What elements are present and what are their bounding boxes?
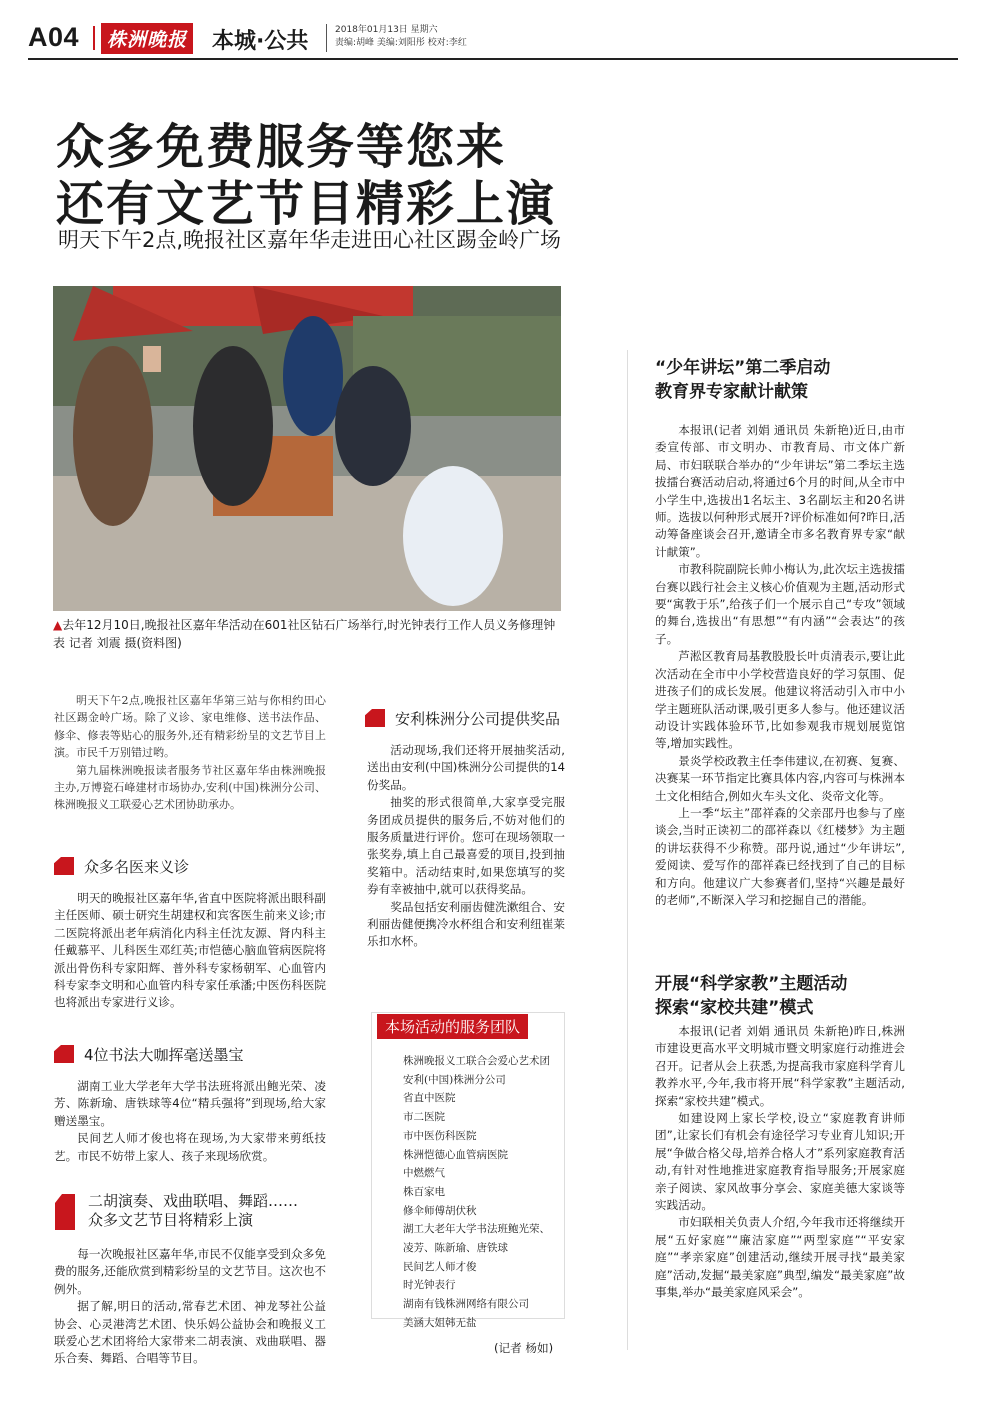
service-team-item: 株洲晚报义工联合会爱心艺术团: [403, 1055, 550, 1067]
paragraph: 芦淞区教育局基教股股长叶贞清表示,要让此次活动在全市中小学校营造良好的学习氛围、促进孩子们的成长发展。他建议将活动引入市中小学主题班队活动课,吸引更多人参与。他还建议活动设计实践体验环节,比如参观我市规划展览馆等,增加实践性。: [655, 649, 905, 751]
newspaper-logo: 株洲晚报: [101, 23, 193, 54]
paragraph: 本报讯(记者 刘娟 通讯员 朱新艳)昨日,株洲市建设更高水平文明城市暨文明家庭行动推进会召开。记者从会上获悉,为提高我市家庭科学育儿教养水平,今年,我市将开展“科学家教”主题活动,探索“家校共建”模式。: [655, 1024, 905, 1108]
section-body-performance: [54, 1246, 326, 1368]
article-body-youth-forum: [655, 422, 905, 909]
paragraph: 上一季“坛主”邵祥森的父亲邵丹也参与了座谈会,当时正读初二的邵祥森以《红楼梦》为主题的讲坛获得不少称赞。邵丹说,通过“少年讲坛”,爱阅读、爱写作的邵祥森已经找到了自己的目标和方向。他建议广大参赛者们,坚持“兴趣是最好的老师”,不断深入学习和挖掘自己的潜能。: [655, 805, 905, 907]
service-team-item: 中燃燃气: [403, 1167, 445, 1180]
masthead-rule: [28, 58, 958, 60]
section-marker-icon: [54, 1045, 74, 1063]
section-marker-icon: [55, 1194, 75, 1230]
section-title: 众多文艺节目将精彩上演: [88, 1211, 254, 1229]
section-heading-clinic: [54, 856, 189, 877]
section-marker-icon: [54, 857, 74, 875]
section-body-prizes: [367, 742, 565, 951]
article-body-family-education: [655, 1023, 905, 1302]
section-body-clinic: [54, 890, 326, 1012]
section-title: 4位书法大咖挥毫送墨宝: [84, 1046, 244, 1064]
masthead-divider: [93, 26, 95, 50]
news-photo: [53, 286, 561, 611]
paragraph: 抽奖的形式很简单,大家享受完服务团成员提供的服务后,不妨对他们的服务质量进行评价。您可在现场领取一张奖券,填上自己最喜爱的项目,投到抽奖箱中。活动结束时,如果您填写的奖券有幸被抽中,就可以获得奖品。: [367, 795, 565, 897]
issue-date: 2018年01月13日 星期六: [335, 25, 438, 35]
lead-text: [54, 692, 326, 814]
article-title: 教育界专家献计献策: [655, 382, 808, 402]
caption-marker-icon: ▲: [53, 618, 63, 632]
paragraph: 活动现场,我们还将开展抽奖活动,送出由安利(中国)株洲分公司提供的14份奖品。: [367, 743, 565, 792]
issue-editors: 责编:胡峰 美编:刘阳彤 校对:李红: [335, 38, 467, 48]
section-heading-calligraphy: [54, 1044, 244, 1065]
article-title-youth-forum: [655, 356, 830, 404]
service-team-item: 湖南有钱株洲网络有限公司: [403, 1298, 529, 1311]
paragraph: 湖南工业大学老年大学书法班将派出鲍光荣、凌芳、陈新瑜、唐铁球等4位“精兵强将”到现场,给大家赠送墨宝。: [54, 1079, 326, 1128]
paragraph: 据了解,明日的活动,常春艺术团、神龙琴社公益协会、心灵港湾艺术团、快乐妈公益协会和晚报义工联爱心艺术团将给大家带来二胡表演、戏曲联唱、器乐合奏、舞蹈、合唱等节目。: [54, 1299, 326, 1366]
service-team-item: 时光钟表行: [403, 1279, 456, 1292]
article-title-family-education: [655, 972, 847, 1020]
service-team-item: 省直中医院: [403, 1092, 456, 1105]
photo-caption-text: 去年12月10日,晚报社区嘉年华活动在601社区钻石广场举行,时光钟表行工作人员义务修理钟表 记者 刘震 摄(资料图): [53, 618, 556, 650]
service-team-item: 安利(中国)株洲分公司: [403, 1073, 506, 1086]
article-title: 开展“科学家教”主题活动: [655, 974, 848, 994]
service-team-item: 湖工大老年大学书法班鲍光荣、凌芳、陈新瑜、唐铁球: [403, 1223, 550, 1255]
section-title: 众多名医来义诊: [84, 858, 190, 876]
paragraph: 景炎学校政教主任李伟建议,在初赛、复赛、决赛某一环节指定比赛具体内容,内容可与株洲本土文化相结合,例如火车头文化、炎帝文化等。: [655, 753, 905, 803]
headline-subtitle: 明天下午2点,晚报社区嘉年华走进田心社区踢金岭广场: [58, 228, 562, 252]
headline-line-1: 众多免费服务等您来: [56, 119, 507, 175]
paragraph: 民间艺人师才俊也将在现场,为大家带来剪纸技艺。市民不妨带上家人、孩子来现场欣赏。: [54, 1131, 326, 1163]
column-divider: [627, 350, 628, 1350]
section-heading-performance: [88, 1192, 298, 1230]
headline-line-2: 还有文艺节目精彩上演: [56, 176, 557, 232]
service-team-item: 市二医院: [403, 1111, 445, 1124]
service-team-item: 美涵大姐韩无盐: [403, 1316, 477, 1329]
article-title: 探索“家校共建”模式: [655, 998, 814, 1018]
section-marker-icon: [365, 709, 385, 727]
section-heading-prizes: [365, 708, 560, 729]
issue-meta: [335, 24, 467, 50]
article-title: “少年讲坛”第二季启动: [655, 358, 831, 378]
paragraph: 明天的晚报社区嘉年华,省直中医院将派出眼科副主任医师、硕士研究生胡建权和宾客医生前来义诊;市二医院将派出老年病消化内科主任沈友源、肾内科主任戴慕平、儿科医生邓红英;市恺德心脑血管病医院将派出骨伤科专家阳辉、普外科专家杨朝军、心血管内科专家李文明和心血管内科专家任承潘;中医伤科医院也将派出专家进行义诊。: [54, 891, 326, 1010]
paragraph: 市妇联相关负责人介绍,今年我市还将继续开展“五好家庭”“廉洁家庭”“两型家庭”“平安家庭”“孝亲家庭”创建活动,继续开展寻找“最美家庭”活动,发掘“最美家庭”典型,编发“最美家庭”故事集,举办“最美家庭风采会”。: [655, 1215, 905, 1300]
section-title: 二胡演奏、戏曲联唱、舞蹈……: [88, 1192, 299, 1210]
lead-paragraph: 明天下午2点,晚报社区嘉年华第三站与你相约田心社区踢金岭广场。除了义诊、家电维修、送书法作品、修伞、修表等贴心的服务外,还有精彩纷呈的文艺节目上演。市民千万别错过哟。: [54, 694, 326, 760]
service-team-item: 株百家电: [403, 1185, 445, 1198]
photo-caption: [53, 616, 565, 652]
service-team-item: 株洲恺德心血管病医院: [403, 1148, 508, 1161]
service-team-item: 民间艺人师才俊: [403, 1260, 477, 1273]
section-name: 本城·公共: [212, 29, 309, 54]
paragraph: 市教科院副院长帅小梅认为,此次坛主选拔擂台赛以践行社会主义核心价值观为主题,活动形式要“寓教于乐”,给孩子们一个展示自己“专攻”领域的舞台,选拔出“有思想”“有内涵”“会表达”的孩子。: [655, 562, 905, 646]
service-team-title: 本场活动的服务团队: [377, 1014, 528, 1039]
paragraph: 每一次晚报社区嘉年华,市民不仅能享受到众多免费的服务,还能欣赏到精彩纷呈的文艺节目。这次也不例外。: [54, 1247, 326, 1296]
section-title: 安利株洲分公司提供奖品: [395, 710, 561, 728]
page-number: A04: [28, 22, 80, 52]
news-photo-illustration: [53, 286, 561, 611]
paragraph: 如建设网上家长学校,设立“家庭教育讲师团”,让家长们有机会有途径学习专业育儿知识;开展“争做合格父母,培养合格人才”系列家庭教育活动,有针对性地推进家庭教育指导服务;开展家庭亲子阅读、家风故事分享会、家庭美德大家谈等实践活动。: [655, 1111, 905, 1213]
paragraph: 奖品包括安利丽齿健洗漱组合、安利丽齿健便携冷水杯组合和安利纽崔莱乐扣水杯。: [367, 899, 565, 949]
paragraph: 本报讯(记者 刘娟 通讯员 朱新艳)近日,由市委宣传部、市文明办、市教育局、市文体广新局、市妇联联合举办的“少年讲坛”第二季坛主选拔擂台赛活动启动,将通过6个月的时间,从全市中小学生中,选拔出1名坛主、3名副坛主和20名讲师。选拔以何种形式展开?评价标准如何?昨日,活动筹备座谈会召开,邀请全市多名教育界专家“献计献策”。: [655, 423, 905, 559]
service-team-list: [381, 1052, 557, 1333]
section-body-calligraphy: [54, 1078, 326, 1165]
service-team-item: 市中医伤科医院: [403, 1129, 477, 1142]
meta-divider: [326, 24, 327, 52]
reporter-byline: (记者 杨如): [494, 1341, 554, 1355]
lead-paragraph: 第九届株洲晚报读者服务节社区嘉年华由株洲晚报主办,万博瓷石峰建材市场协办,安利(中国)株洲分公司、株洲晚报义工联爱心艺术团协助承办。: [54, 763, 326, 812]
service-team-item: 修伞师傅胡伏秋: [403, 1204, 477, 1217]
